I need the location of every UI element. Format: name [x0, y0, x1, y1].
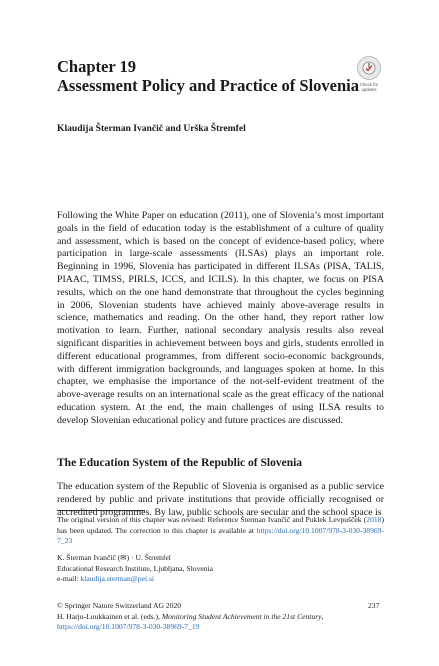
affiliation-institute: Educational Research Institute, Ljubljana, Slovenia — [57, 563, 214, 573]
section-heading: The Education System of the Republic of Slovenia — [57, 457, 303, 469]
abstract: Following the White Paper on education (2011), one of Slovenia’s most important goals in the field of education today is the establishment of a culture of quality and assessment, which is based on the concept of evidence-based policy, where participation in large-scale assessments (ILSAs) plays an important role. Beginning in 1996, Slovenia has participated in different ILSAs (PISA, TALIS, PIAAC, TIMSS, PIRLS, ICCS, and ICILS). In this chapter, we focus on PISA results, which on the one hand demonstrate that throughout the cycles beginning in 2006, Slovenian students have achieved mainly above-average results in science, mathematics and reading. On the other hand, they report rather low motivation to learn. Further, national secondary analysis results also reveal significant disparities in achievement between boys and girls, students enrolled in different educational programmes, from different socio-economic backgrounds, with different immigration backgrounds, and languages spoken at home. In this chapter, we emphasise the importance of the not-self-evident treatment of the above-average results on an international scale as the great efficacy of the national education system. At the end, the main challenges of using ILSA results to develop Slovenian educational policy and future practices are discussed. — [57, 210, 384, 426]
copyright-line: © Springer Nature Switzerland AG 2020 — [57, 601, 182, 610]
check-for-updates-badge[interactable] — [355, 56, 383, 100]
correction-doi-link[interactable]: https://doi.org/10.1007/978-3-030-38969-7_23 — [57, 525, 384, 546]
footnote-divider — [57, 510, 145, 511]
chapter-title: Assessment Policy and Practice of Slovenia — [57, 76, 360, 95]
affiliation-authors: K. Šterman Ivančič (✉) · U. Štremfel — [57, 553, 171, 562]
chapter-doi-link[interactable]: https://doi.org/10.1007/978-3-030-38969-7_19 — [57, 622, 200, 632]
copyright-block: © Springer Nature Switzerland AG 2020 H. Harju-Luukkainen et al. (eds.), Monitoring Student Achievement in the 21st Century, https://doi.org/10.1007/978-3-030-38969-7_19 — [57, 601, 384, 633]
author-email-link[interactable]: klaudija.sterman@pei.si — [80, 574, 155, 584]
book-title: Monitoring Student Achievement in the 21st Century — [161, 611, 322, 621]
reference-link[interactable]: 2018 — [366, 515, 382, 524]
footnote: The original version of this chapter was revised: Reference Šterman Ivančič and Puklek Levpušček (2018) has been updated. The correction to this chapter is available at https://doi.org/10.1007/978-3-030-38969-7_23 — [57, 515, 384, 546]
page-number: 237 — [368, 601, 380, 610]
section-paragraph: The education system of the Republic of Slovenia is organised as a public service rendered by public and private institutions that provide officially recognised or accredited programmes. By law, public schools are secular and the school space is — [57, 481, 384, 518]
chapter-authors: Klaudija Šterman Ivančič and Urška Štremfel — [57, 123, 246, 134]
chapter-label: Chapter 19 — [57, 57, 136, 76]
badge-text: Check for updates — [360, 82, 378, 92]
crossmark-icon — [357, 56, 381, 80]
affiliation-email-line: e-mail: klaudija.sterman@pei.si — [57, 574, 155, 584]
author-affiliation — [57, 553, 384, 585]
